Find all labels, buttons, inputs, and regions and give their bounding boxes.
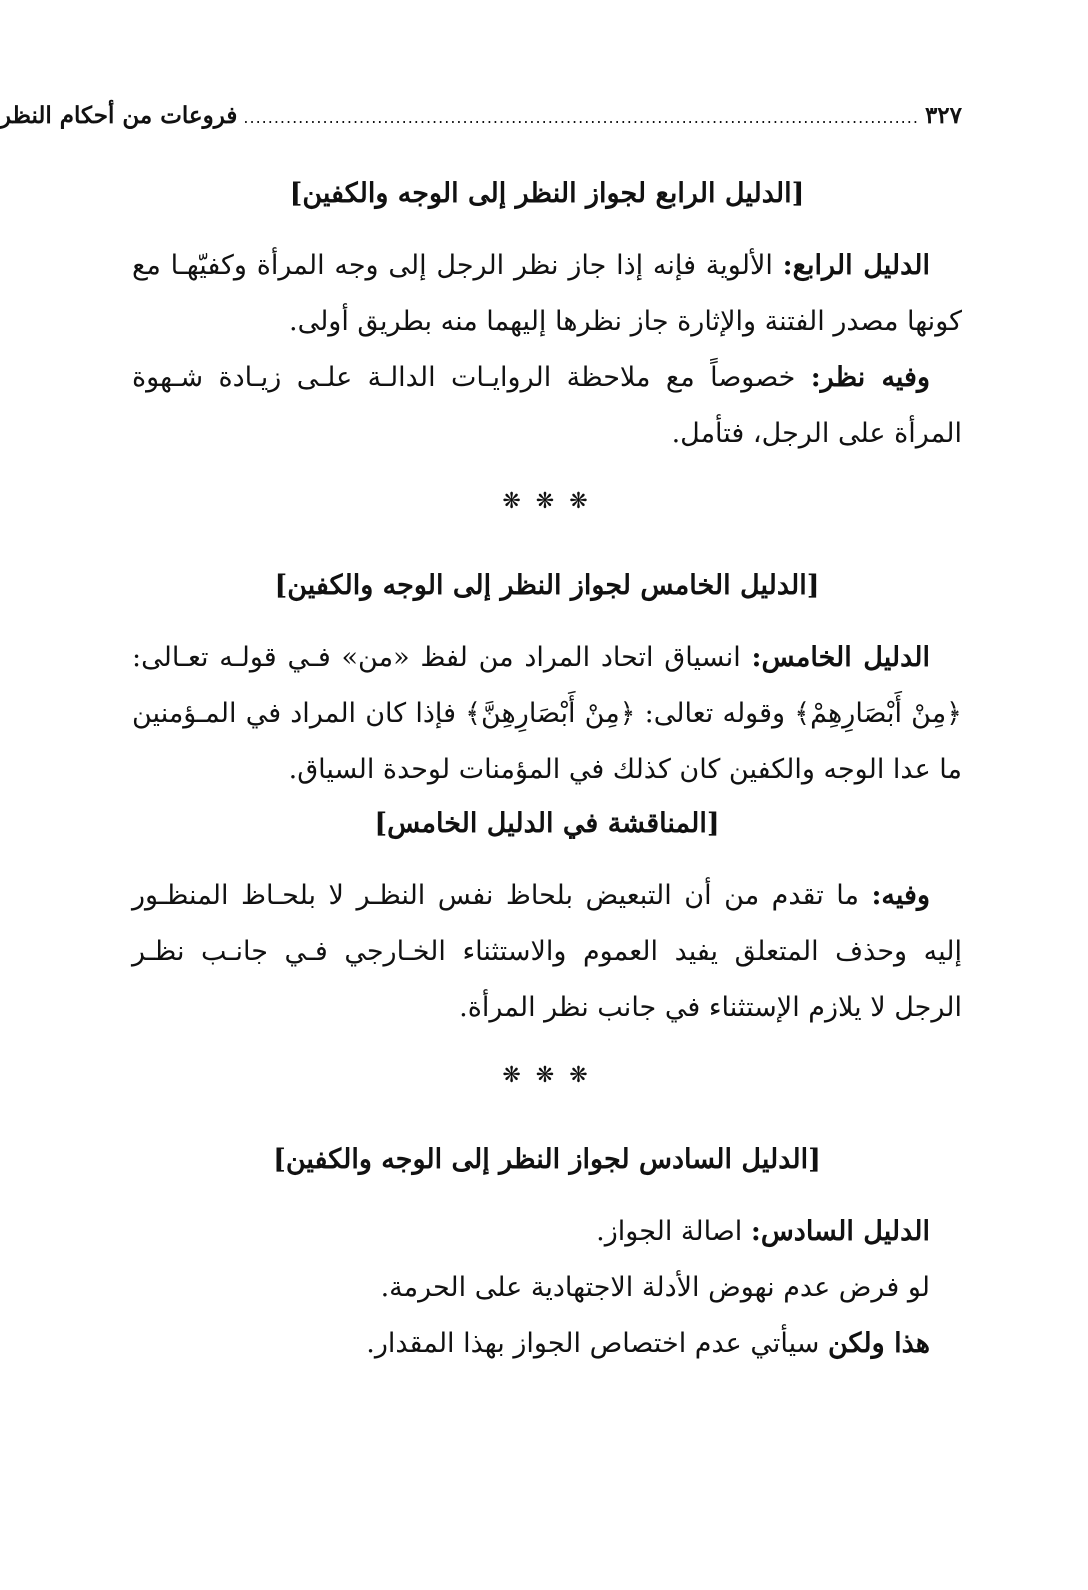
section-separator: ❋ ❋ ❋	[502, 1063, 592, 1088]
line-condition-6	[132, 1260, 962, 1316]
section-heading-5: [الدليل الخامس لجواز النظر إلى الوجه والكفين]	[274, 570, 820, 601]
paragraph-text: اصالة الجواز.	[596, 1216, 751, 1247]
paragraph-text: الألوية فإنه إذا جاز نظر الرجل إلى وجه المرأة وكفيّهـا مع كونها مصدر الفتنة والإثارة جاز نظرها إليهما منه بطريق أولى.	[132, 250, 962, 337]
paragraph-objection-4	[132, 350, 962, 462]
running-title: فروعات من أحكام النظر	[0, 102, 238, 129]
paragraph-text: انسياق اتحاد المراد من لفظ «من» فـي قولـه تعـالى: ﴿مِنْ أَبْصَارِهِمْ﴾ وقوله تعالى: ﴿مِنْ أَبْصَارِهِنَّ﴾ فإذا كان المراد في المـؤمنين ما عدا الوجه والكفين كان كذلك في المؤمنات لوحدة السياق.	[132, 642, 962, 785]
running-header	[0, 96, 962, 136]
paragraph-evidence-5	[132, 630, 962, 798]
subheading-discussion-5: [المناقشة في الدليل الخامس]	[374, 808, 720, 839]
paragraph-text: لو فرض عدم نهوض الأدلة الاجتهادية على الحرمة.	[380, 1272, 930, 1303]
paragraph-lead: وفيه:	[871, 880, 930, 911]
section-heading-4: [الدليل الرابع لجواز النظر إلى الوجه والكفين]	[289, 178, 805, 209]
paragraph-text: سيأتي عدم اختصاص الجواز بهذا المقدار.	[366, 1328, 828, 1359]
paragraph-lead: الدليل الخامس:	[751, 642, 931, 673]
paragraph-lead: وفيه نظر:	[810, 362, 931, 393]
paragraph-evidence-4	[132, 238, 962, 350]
paragraph-lead: الدليل الرابع:	[782, 250, 930, 281]
paragraph-text: خصوصاً مع ملاحظة الروايـات الدالـة علـى زيـادة شـهوة المرأة على الرجل، فتأمل.	[132, 362, 962, 449]
line-evidence-6	[132, 1204, 962, 1260]
line-note-6	[132, 1316, 962, 1372]
section-heading-6: [الدليل السادس لجواز النظر إلى الوجه والكفين]	[273, 1144, 821, 1175]
book-page	[0, 96, 962, 1372]
paragraph-lead: هذا ولكن	[827, 1328, 930, 1359]
page-number: ٣٢٧	[924, 102, 962, 129]
paragraph-lead: الدليل السادس:	[750, 1216, 930, 1247]
section-separator: ❋ ❋ ❋	[502, 489, 592, 514]
paragraph-text: ما تقدم من أن التبعيض بلحاظ نفس النظـر لا بلحـاظ المنظـور إليه وحذف المتعلق يفيد العموم والاستثناء الخـارجي فـي جانـب نظـر الرجل لا يلازم الإستثناء في جانب نظر المرأة.	[132, 880, 962, 1023]
paragraph-discussion-5	[132, 868, 962, 1036]
header-dot-leader: ...............................................................................................................	[243, 108, 919, 127]
